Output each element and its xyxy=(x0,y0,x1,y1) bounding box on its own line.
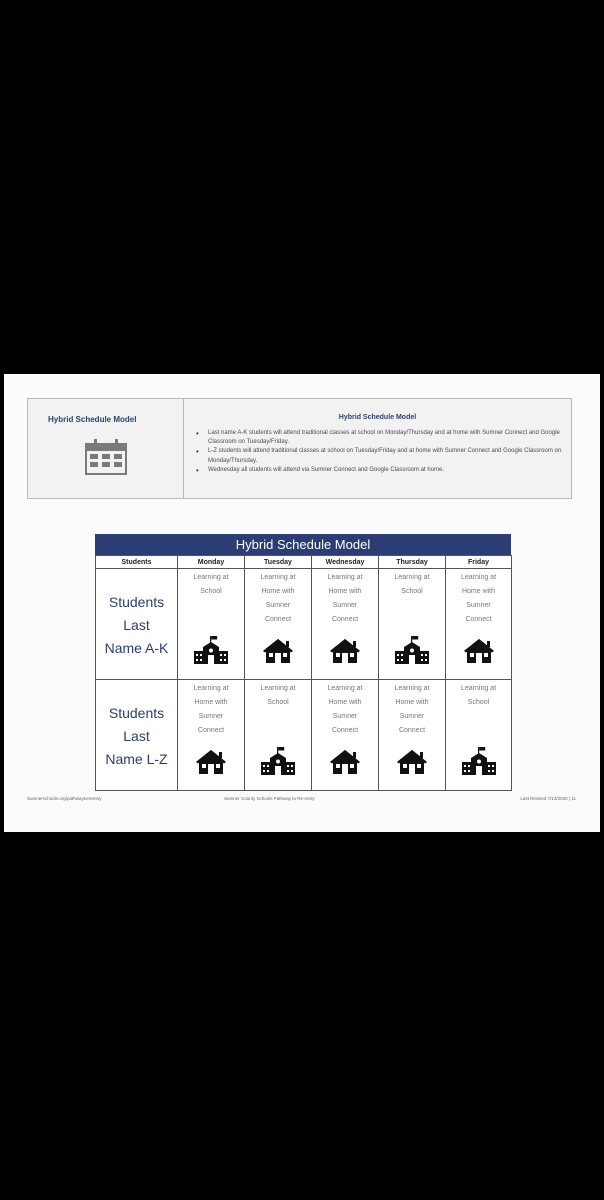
schedule-cell xyxy=(379,569,446,680)
row-label-line: Last xyxy=(123,728,150,744)
cell-text-line: School xyxy=(267,699,289,706)
row-label xyxy=(96,569,178,680)
schedule-cell xyxy=(245,569,312,680)
cell-text-line: Connect xyxy=(264,616,292,623)
cell-text-line: Sumner xyxy=(332,602,358,609)
home-icon xyxy=(195,749,227,780)
schedule-cell xyxy=(178,569,245,680)
cell-text-line: Home with xyxy=(328,699,362,706)
cell-text-line: School xyxy=(401,588,423,595)
column-header: Tuesday xyxy=(245,556,312,569)
row-label-line: Students xyxy=(108,705,165,721)
cell-text-line: Home with xyxy=(261,588,295,595)
cell-text-line: Connect xyxy=(398,727,426,734)
column-header: Students xyxy=(96,556,178,569)
document-page xyxy=(4,374,600,832)
schedule-cell xyxy=(312,680,379,791)
row-label-line: Name L-Z xyxy=(105,751,168,767)
school-icon xyxy=(260,747,296,780)
cell-text-line: Connect xyxy=(331,727,359,734)
info-box xyxy=(27,398,572,499)
bullet-item: • L-Z students will attend traditional classes at school on Tuesday/Friday and at home with Sumner Connect and Google Classroom on Monday/Thursday. xyxy=(208,447,563,465)
schedule-cell xyxy=(312,569,379,680)
column-header: Friday xyxy=(446,556,512,569)
cell-text-line: Home with xyxy=(461,588,496,595)
schedule-cell xyxy=(379,680,446,791)
cell-text-line: Sumner xyxy=(399,713,425,720)
cell-text-line: Learning at xyxy=(460,685,497,692)
info-box-right xyxy=(184,399,571,498)
cell-text-line: Sumner xyxy=(332,713,358,720)
column-header: Wednesday xyxy=(312,556,379,569)
cell-text-line: Learning at xyxy=(193,574,229,581)
cell-text-line: Home with xyxy=(395,699,429,706)
cell-text-line: Connect xyxy=(465,616,492,623)
header-row xyxy=(96,556,512,569)
school-icon xyxy=(193,636,229,669)
schedule-table xyxy=(95,534,511,792)
cell-text-line: Sumner xyxy=(466,602,491,609)
info-left-title: Hybrid Schedule Model xyxy=(48,415,137,424)
home-icon xyxy=(329,638,361,669)
cell-text-line: Learning at xyxy=(394,574,430,581)
row-label-line: Students xyxy=(108,594,165,610)
cell-text-line: Learning at xyxy=(193,685,229,692)
schedule-title: Hybrid Schedule Model xyxy=(95,534,511,555)
column-header: Monday xyxy=(178,556,245,569)
cell-text-line: Sumner xyxy=(265,602,291,609)
schedule-cell xyxy=(446,569,512,680)
cell-text-line: Connect xyxy=(331,616,359,623)
column-header: Thursday xyxy=(379,556,446,569)
schedule-cell xyxy=(178,680,245,791)
bullet-list xyxy=(184,429,571,475)
calendar-icon xyxy=(85,437,127,475)
school-icon xyxy=(461,747,497,780)
cell-text-line: Home with xyxy=(328,588,362,595)
row-label-line: Name A-K xyxy=(104,640,169,656)
cell-text-line: Connect xyxy=(197,727,225,734)
row-label xyxy=(96,680,178,791)
cell-text-line: Learning at xyxy=(327,574,363,581)
schedule-row xyxy=(96,680,512,791)
info-box-left xyxy=(28,399,184,498)
bullet-item: • Wednesday all students will attend via Sumner Connect and Google Classroom at home. xyxy=(208,466,563,475)
schedule-grid xyxy=(95,555,512,791)
home-icon xyxy=(262,638,294,669)
schedule-cell xyxy=(446,680,512,791)
home-icon xyxy=(396,749,428,780)
cell-text-line: School xyxy=(467,699,490,706)
home-icon xyxy=(463,638,495,669)
cell-text-line: Sumner xyxy=(198,713,224,720)
footer-right: Last Revised 7/14/2020 | 11 xyxy=(520,796,576,801)
footer-left: Sumnerschools.org/pathwaytoreentry xyxy=(27,796,102,801)
cell-text-line: Learning at xyxy=(327,685,363,692)
cell-text-line: Learning at xyxy=(460,574,497,581)
cell-text-line: Home with xyxy=(194,699,228,706)
cell-text-line: Learning at xyxy=(260,685,296,692)
schedule-row xyxy=(96,569,512,680)
home-icon xyxy=(329,749,361,780)
row-label-line: Last xyxy=(123,617,150,633)
cell-text-line: Learning at xyxy=(394,685,430,692)
footer-center: Sumner County Schools Pathway to Re-entry xyxy=(224,796,315,801)
schedule-cell xyxy=(245,680,312,791)
cell-text-line: Learning at xyxy=(260,574,296,581)
school-icon xyxy=(394,636,430,669)
cell-text-line: School xyxy=(200,588,222,595)
bullet-item: • Last name A-K students will attend traditional classes at school on Monday/Thursday and at home with Sumner Connect and Google Classroom on Tuesday/Friday. xyxy=(208,429,563,447)
info-right-title: Hybrid Schedule Model xyxy=(338,414,417,421)
